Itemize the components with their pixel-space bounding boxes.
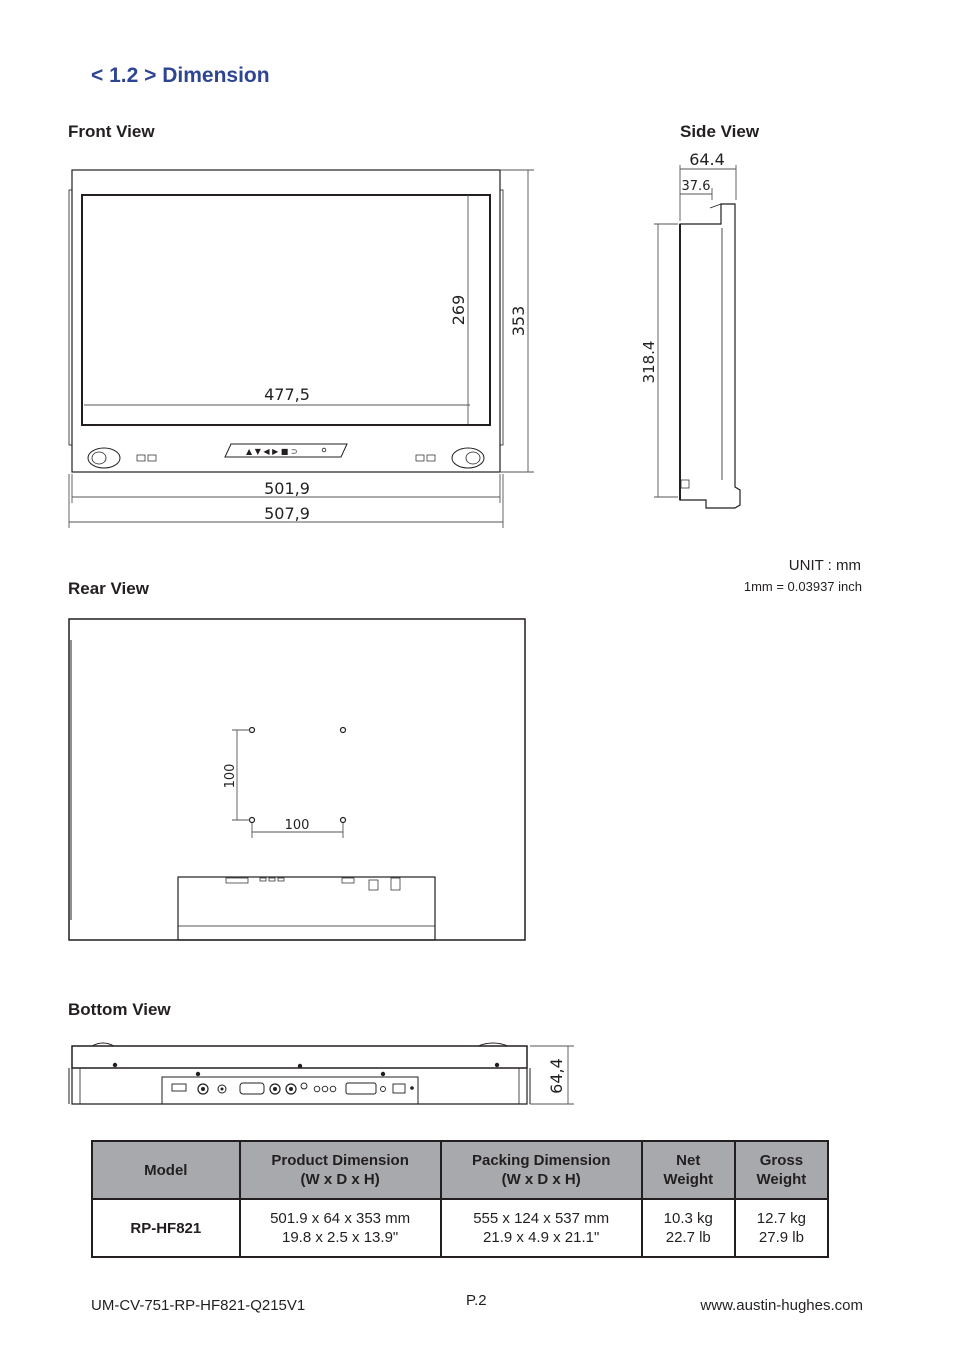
outer-height-label: 353 [509, 305, 528, 337]
footer-page-number: P.2 [466, 1292, 487, 1309]
outer-width-label: 507,9 [264, 504, 310, 523]
section-title: < 1.2 > Dimension [91, 64, 270, 87]
header-product-line1: Product Dimension [271, 1152, 409, 1169]
header-net-line2: Weight [663, 1171, 714, 1188]
cell-model: RP-HF821 [92, 1199, 240, 1257]
header-gross-weight [735, 1141, 828, 1199]
cell-product-mm: 501.9 x 64 x 353 mm [270, 1210, 411, 1227]
cell-net-lb: 22.7 lb [665, 1229, 711, 1246]
bottom-depth-label: 64,4 [547, 1058, 566, 1094]
cell-product-dimension [240, 1199, 441, 1257]
bottom-connector-ports [172, 1083, 414, 1094]
header-packing-dimension [441, 1141, 642, 1199]
footer-website[interactable]: www.austin-hughes.com [700, 1297, 863, 1314]
cell-product-in: 19.8 x 2.5 x 13.9" [282, 1229, 399, 1246]
front-view-label: Front View [68, 122, 155, 141]
vesa-vertical-label: 100 [223, 763, 238, 789]
header-packing-line2: (W x D x H) [501, 1171, 581, 1188]
header-model: Model [92, 1141, 240, 1199]
table-row [92, 1199, 828, 1257]
spec-table-header-row [92, 1141, 828, 1199]
vesa-horizontal-label: 100 [284, 818, 310, 833]
header-gross-line1: Gross [759, 1152, 804, 1169]
side-view-label: Side View [680, 122, 760, 141]
svg-text:▲ ▼ ◀ ▶ ■ ⊃: ▲ ▼ ◀ ▶ ■ ⊃ [246, 447, 298, 456]
header-net-weight [642, 1141, 735, 1199]
cell-gross-lb: 27.9 lb [758, 1229, 804, 1246]
unit-label: UNIT : mm [788, 557, 861, 574]
cell-packing-mm: 555 x 124 x 537 mm [473, 1210, 610, 1227]
unit-conversion: 1mm = 0.03937 inch [743, 579, 862, 594]
header-product-dimension [240, 1141, 441, 1199]
cell-packing-in: 21.9 x 4.9 x 21.1" [483, 1229, 600, 1246]
cell-gross-kg: 12.7 kg [756, 1210, 807, 1227]
rear-view-label: Rear View [68, 579, 149, 598]
side-height-label: 318.4 [640, 340, 658, 384]
screen-height-label: 269 [449, 294, 468, 326]
side-depth-total-label: 64.4 [689, 150, 725, 169]
spec-table [91, 1140, 829, 1258]
inner-width-label: 501,9 [264, 479, 310, 498]
header-gross-line2: Weight [756, 1171, 807, 1188]
header-packing-line1: Packing Dimension [471, 1152, 611, 1169]
monitor-bottom-outline [69, 1043, 530, 1104]
cell-net-weight [642, 1199, 735, 1257]
cell-net-kg: 10.3 kg [663, 1210, 713, 1227]
side-depth-partial-label: 37.6 [681, 179, 711, 194]
header-product-line2: (W x D x H) [300, 1171, 380, 1188]
footer-doc-code: UM-CV-751-RP-HF821-Q215V1 [91, 1297, 306, 1314]
header-net-line1: Net [676, 1152, 701, 1169]
cell-gross-weight [735, 1199, 828, 1257]
bottom-view-label: Bottom View [68, 1000, 171, 1019]
cell-packing-dimension [441, 1199, 642, 1257]
screen-width-label: 477,5 [264, 385, 310, 404]
